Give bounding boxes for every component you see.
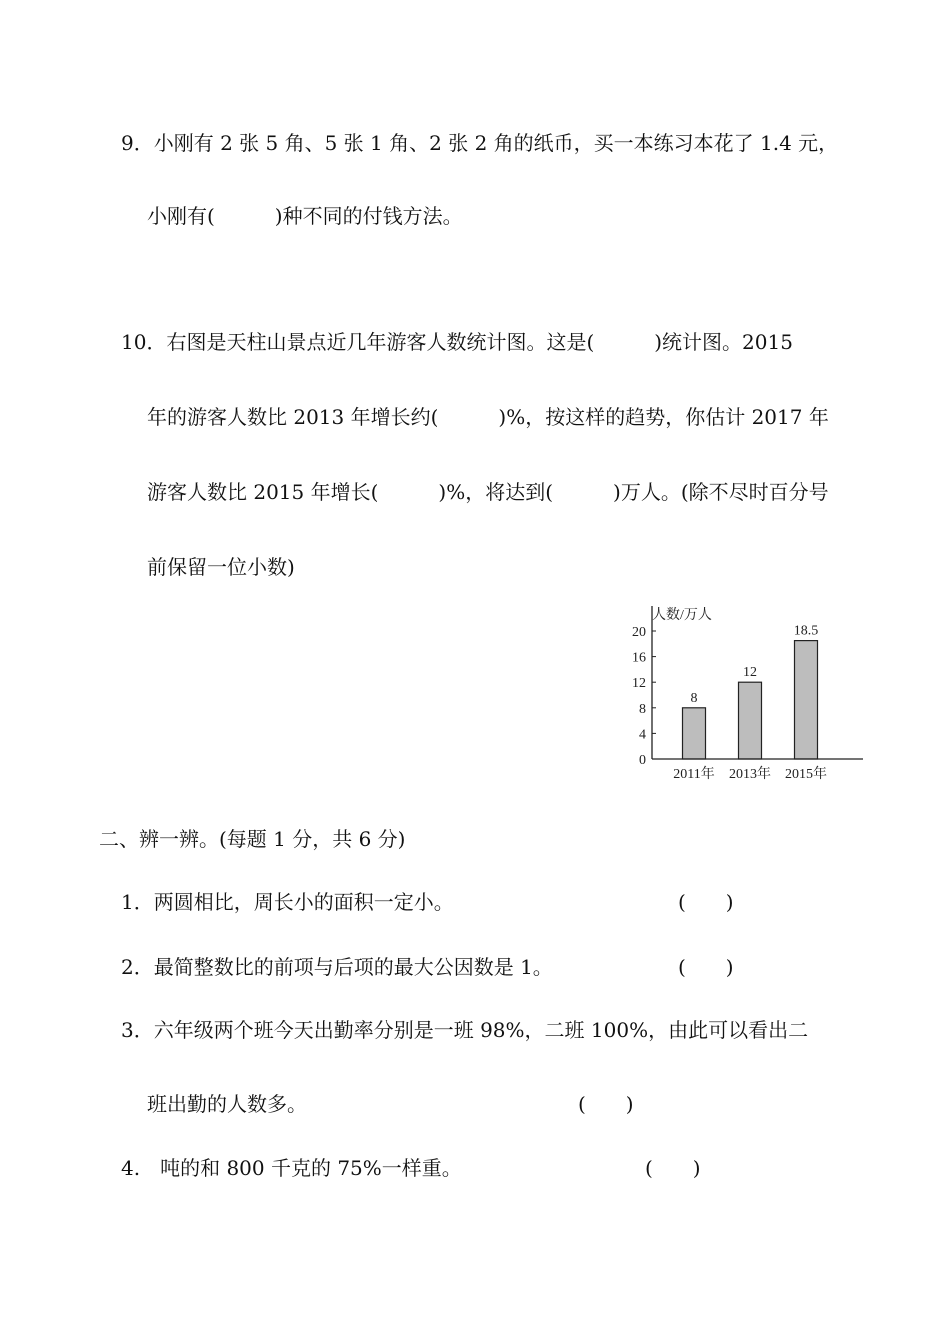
chart-y-tick-label: 0 [639, 753, 646, 768]
q10-line-2: 年的游客人数比 2013 年增长约( )%，按这样的趋势，你估计 2017 年 [147, 405, 829, 429]
q9-line-2: 小刚有( )种不同的付钱方法。 [147, 204, 463, 228]
judge-item-3-text-cont: 班出勤的人数多。 [147, 1092, 307, 1116]
judge-item-2-answer-blank[interactable]: ( ) [678, 955, 734, 979]
chart-y-tick-label: 4 [639, 727, 646, 743]
chart-y-tick-label: 8 [639, 701, 646, 717]
chart-y-tick-label: 16 [632, 650, 646, 666]
visitor-bar-chart [620, 600, 870, 790]
q10-line-4: 前保留一位小数) [147, 555, 295, 579]
chart-x-tick-label-2: 2013年 [729, 767, 771, 782]
chart-x-tick-label-3: 2015年 [785, 767, 827, 782]
chart-value-label-2: 12 [743, 665, 757, 681]
chart-bar-1 [683, 708, 706, 759]
judge-item-1-text: 1．两圆相比，周长小的面积一定小。 [121, 890, 454, 914]
judge-item-3-text: 3．六年级两个班今天出勤率分别是一班 98%，二班 100%，由此可以看出二 [121, 1018, 809, 1042]
chart-y-tick-label: 12 [632, 676, 646, 692]
judge-item-1-answer-blank[interactable]: ( ) [678, 890, 734, 914]
q10-line-3: 游客人数比 2015 年增长( )%，将达到( )万人。(除不尽时百分号 [147, 480, 829, 504]
judge-item-4-text: 4. 吨的和 800 千克的 75%一样重。 [121, 1156, 462, 1180]
chart-value-label-1: 8 [690, 690, 698, 706]
judge-item-3-answer-blank[interactable]: ( ) [578, 1092, 634, 1116]
chart-x-tick-label-1: 2011年 [673, 767, 715, 782]
chart-y-tick-label: 20 [632, 625, 646, 640]
judge-item-2-text: 2．最简整数比的前项与后项的最大公因数是 1。 [121, 955, 553, 979]
chart-y-axis-label: 人数/万人 [652, 608, 712, 623]
judge-item-4-answer-blank[interactable]: ( ) [645, 1156, 701, 1180]
chart-value-label-3: 18.5 [793, 623, 819, 639]
q10-line-1: 10．右图是天柱山景点近几年游客人数统计图。这是( )统计图。2015 [121, 330, 793, 354]
q9-line-1: 9．小刚有 2 张 5 角、5 张 1 角、2 张 2 角的纸币，买一本练习本花了 1.4 元， [121, 131, 839, 155]
section2-heading: 二、辨一辨。(每题 1 分，共 6 分) [99, 827, 406, 851]
chart-bar-2 [739, 682, 762, 759]
chart-bar-3 [795, 641, 818, 759]
